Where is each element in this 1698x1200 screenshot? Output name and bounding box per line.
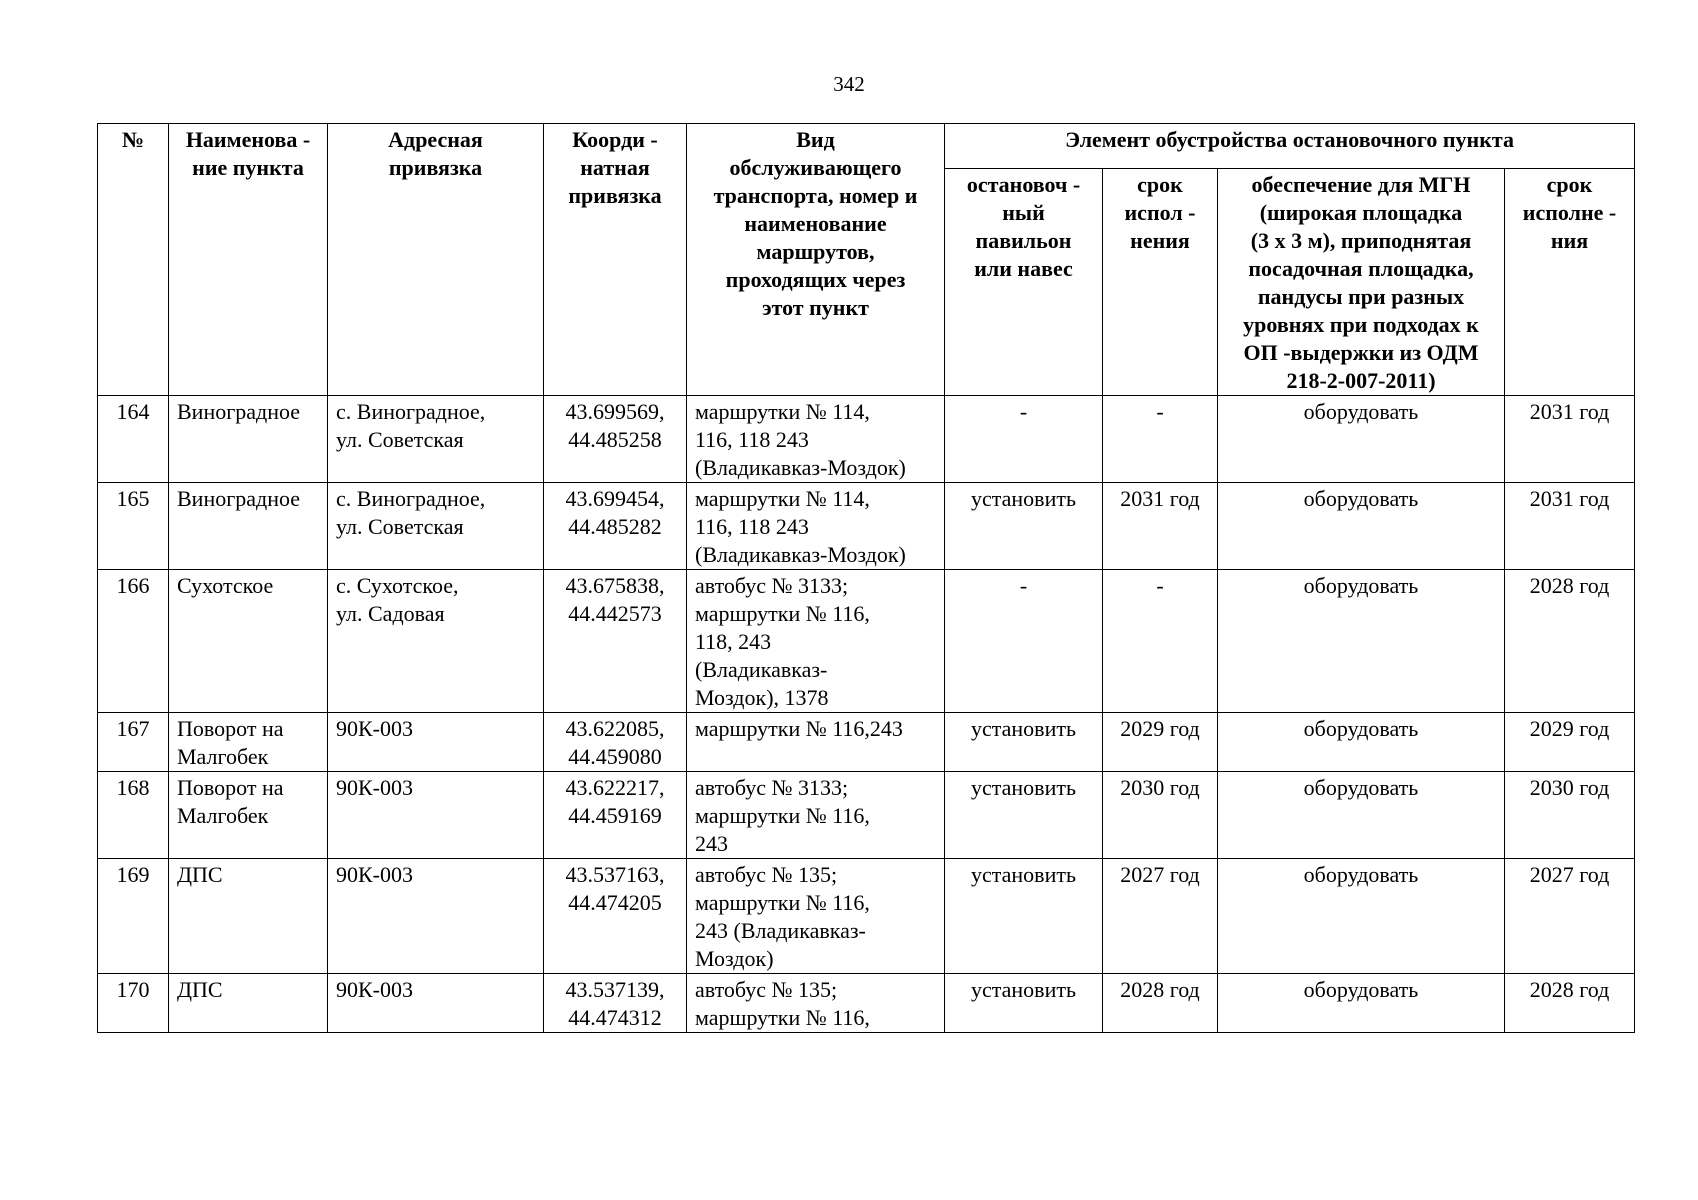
cell-address: с. Сухотское, ул. Садовая [328,570,544,713]
cell-transport: автобус № 3133; маршрутки № 116, 243 [687,772,945,859]
cell-pavilion-term: 2031 год [1103,483,1218,570]
cell-name: ДПС [169,859,328,974]
cell-mgn-term: 2027 год [1505,859,1635,974]
cell-address: 90К-003 [328,974,544,1033]
cell-num: 165 [98,483,169,570]
header-pavilion: остановоч - ный павильон или навес [945,169,1103,396]
header-mgn: обеспечение для МГН (широкая площадка (3 х 3 м), приподнятая посадочная площадка, пандусы при разных уровнях при подходах к ОП -выдержки из ОДМ 218-2-007-2011) [1218,169,1505,396]
cell-coords: 43.699569, 44.485258 [544,396,687,483]
cell-name: Поворот на Малгобек [169,713,328,772]
cell-transport: автобус № 135; маршрутки № 116, 243 (Владикавказ- Моздок) [687,859,945,974]
cell-pavilion: установить [945,772,1103,859]
cell-mgn-term: 2028 год [1505,974,1635,1033]
header-pavilion-term: срок испол - нения [1103,169,1218,396]
cell-num: 169 [98,859,169,974]
cell-pavilion-term: 2027 год [1103,859,1218,974]
cell-pavilion: установить [945,713,1103,772]
header-element-group: Элемент обустройства остановочного пункта [945,124,1635,169]
cell-pavilion-term: 2029 год [1103,713,1218,772]
cell-mgn: оборудовать [1218,859,1505,974]
cell-address: с. Виноградное, ул. Советская [328,396,544,483]
cell-coords: 43.537139, 44.474312 [544,974,687,1033]
cell-name: Виноградное [169,396,328,483]
cell-num: 166 [98,570,169,713]
cell-pavilion-term: - [1103,570,1218,713]
cell-coords: 43.699454, 44.485282 [544,483,687,570]
cell-address: 90К-003 [328,772,544,859]
cell-coords: 43.537163, 44.474205 [544,859,687,974]
cell-mgn-term: 2031 год [1505,483,1635,570]
header-num: № [98,124,169,396]
header-address: Адресная привязка [328,124,544,396]
cell-pavilion: установить [945,859,1103,974]
header-row-top [98,124,1635,169]
cell-coords: 43.622085, 44.459080 [544,713,687,772]
page-number: 342 [833,72,865,96]
table-row [98,570,1635,713]
cell-pavilion: - [945,396,1103,483]
header-coords: Коорди - натная привязка [544,124,687,396]
cell-pavilion-term: - [1103,396,1218,483]
cell-num: 164 [98,396,169,483]
table-row [98,974,1635,1033]
cell-transport: маршрутки № 116,243 [687,713,945,772]
cell-coords: 43.675838, 44.442573 [544,570,687,713]
cell-name: Виноградное [169,483,328,570]
cell-transport: автобус № 3133; маршрутки № 116, 118, 243 (Владикавказ- Моздок), 1378 [687,570,945,713]
cell-name: Поворот на Малгобек [169,772,328,859]
cell-mgn: оборудовать [1218,772,1505,859]
cell-coords: 43.622217, 44.459169 [544,772,687,859]
cell-num: 170 [98,974,169,1033]
cell-pavilion-term: 2028 год [1103,974,1218,1033]
table-row [98,396,1635,483]
cell-pavilion: установить [945,483,1103,570]
cell-transport: автобус № 135; маршрутки № 116, [687,974,945,1033]
cell-mgn-term: 2029 год [1505,713,1635,772]
header-transport: Вид обслуживающего транспорта, номер и наименование маршрутов, проходящих через этот пункт [687,124,945,396]
header-mgn-term: срок исполне - ния [1505,169,1635,396]
cell-mgn: оборудовать [1218,974,1505,1033]
cell-mgn-term: 2031 год [1505,396,1635,483]
cell-pavilion-term: 2030 год [1103,772,1218,859]
cell-num: 168 [98,772,169,859]
cell-mgn-term: 2028 год [1505,570,1635,713]
table-row [98,713,1635,772]
bus-stops-table [97,123,1635,1033]
cell-pavilion: установить [945,974,1103,1033]
cell-mgn-term: 2030 год [1505,772,1635,859]
cell-mgn: оборудовать [1218,713,1505,772]
cell-transport: маршрутки № 114, 116, 118 243 (Владикавказ-Моздок) [687,483,945,570]
cell-transport: маршрутки № 114, 116, 118 243 (Владикавказ-Моздок) [687,396,945,483]
table-row [98,772,1635,859]
table-row [98,483,1635,570]
cell-name: ДПС [169,974,328,1033]
header-name: Наименова - ние пункта [169,124,328,396]
cell-mgn: оборудовать [1218,396,1505,483]
cell-mgn: оборудовать [1218,570,1505,713]
table-row [98,859,1635,974]
cell-address: с. Виноградное, ул. Советская [328,483,544,570]
cell-name: Сухотское [169,570,328,713]
cell-address: 90К-003 [328,713,544,772]
cell-pavilion: - [945,570,1103,713]
cell-num: 167 [98,713,169,772]
cell-mgn: оборудовать [1218,483,1505,570]
cell-address: 90К-003 [328,859,544,974]
